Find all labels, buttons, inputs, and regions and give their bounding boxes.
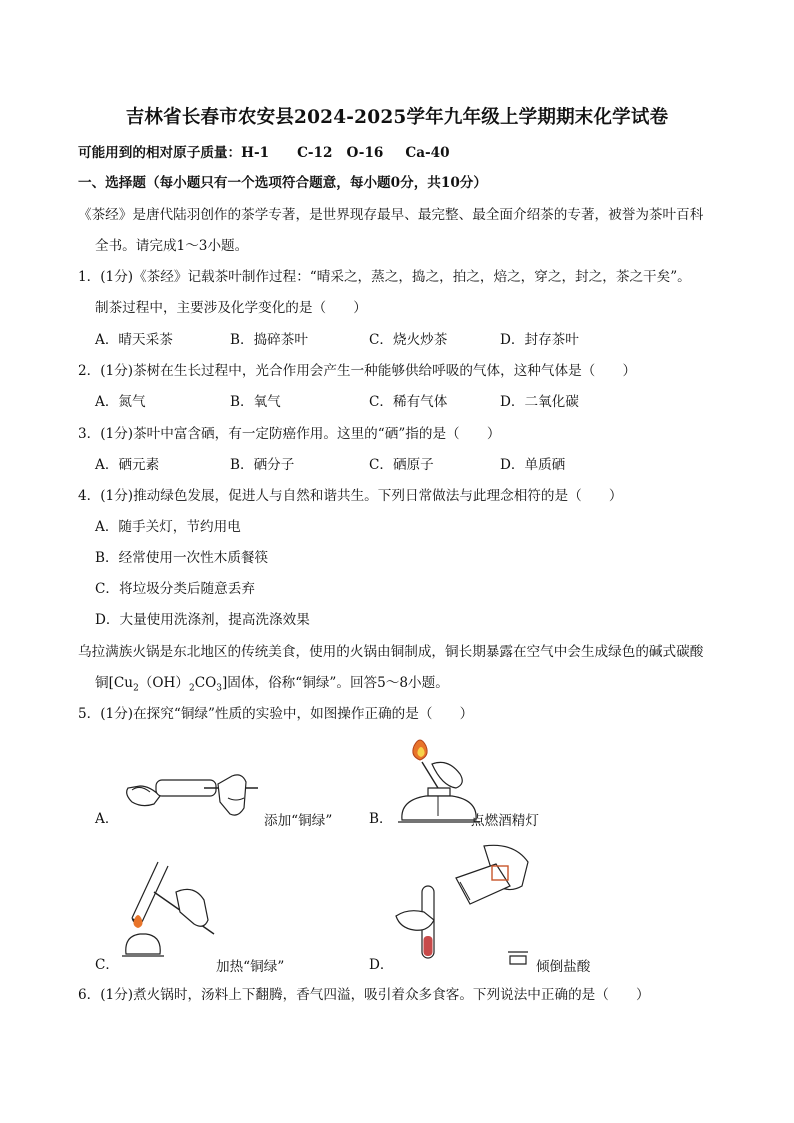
q4-stem: 4．(1分)推动绿色发展，促进人与自然和谐共生。下列日常做法与此理念相符的是（ ） (78, 488, 623, 504)
q2-option-b: B．氧气 (230, 394, 281, 410)
atomic-mass-label: 可能用到的相对原子质量： (78, 145, 242, 161)
formula-part-1: 铜[Cu (95, 675, 134, 691)
q5-option-a-label: A． (95, 811, 119, 827)
section-heading: 一、选择题（每小题只有一个选项符合题意，每小题0分，共10分） (78, 175, 487, 191)
intro2-line1: 乌拉满族火锅是东北地区的传统美食，使用的火锅由铜制成，铜长期暴露在空气中会生成绿色的碱式碳酸 (78, 644, 704, 660)
q2-option-a: A．氮气 (95, 394, 146, 410)
q1-option-a: A．晴天采茶 (95, 332, 173, 348)
q5-option-b-caption: 点燃酒精灯 (471, 813, 539, 829)
atomic-mass-line (78, 143, 450, 163)
formula-sub-1: 2 (133, 683, 139, 694)
q2-stem: 2．(1分)茶树在生长过程中，光合作用会产生一种能够供给呼吸的气体，这种气体是（ ） (78, 363, 637, 379)
formula-sub-2: 2 (188, 683, 195, 694)
formula-part-3: CO (194, 675, 217, 691)
intro2-line2 (95, 673, 449, 699)
formula-part-4: ]固体，俗称“铜绿”。回答5～8小题。 (222, 675, 449, 691)
heating-test-tube-illustration (118, 858, 218, 968)
q3-option-a: A．硒元素 (95, 457, 160, 473)
q4-option-d: D．大量使用洗涤剂，提高洗涤效果 (95, 612, 310, 628)
mass-h: H-1 (241, 145, 270, 161)
q1-option-c: C．烧火炒茶 (369, 332, 448, 348)
q3-option-c: C．硒原子 (369, 457, 434, 473)
q5-stem: 5．(1分)在探究“铜绿”性质的实验中，如图操作正确的是（ ） (78, 706, 474, 722)
formula-sub-3: 3 (216, 683, 222, 694)
intro1-line2: 全书。请完成1～3小题。 (95, 238, 249, 254)
q5-option-c-caption: 加热“铜绿” (216, 959, 285, 975)
q3-option-b: B．硒分子 (230, 457, 295, 473)
mass-o: O-16 (346, 145, 384, 161)
intro1-line1: 《茶经》是唐代陆羽创作的茶学专著，是世界现存最早、最完整、最全面介绍茶的专著，被誉为茶叶百科 (78, 207, 704, 223)
page-title: 吉林省长春市农安县2024-2025学年九年级上学期期末化学试卷 (125, 107, 669, 128)
pouring-acid-illustration (392, 840, 542, 970)
q1-option-d: D．封存茶叶 (500, 332, 579, 348)
q6-stem: 6．(1分)煮火锅时，汤料上下翻腾，香气四溢，吸引着众多食客。下列说法中正确的是（ ） (78, 987, 650, 1003)
formula-part-2: （OH） (138, 675, 189, 691)
q5-option-b-label: B． (369, 811, 393, 827)
q3-stem: 3．(1分)茶叶中富含硒，有一定防癌作用。这里的“硒”指的是（ ） (78, 426, 501, 442)
alcohol-lamp-illustration (392, 736, 482, 832)
mass-c: C-12 (297, 145, 333, 161)
q5-option-a-caption: 添加“铜绿” (264, 813, 333, 829)
q4-option-c: C．将垃圾分类后随意丢弃 (95, 581, 255, 597)
q5-option-d-caption: 倾倒盐酸 (536, 959, 591, 975)
q1-stem-line1: 1．(1分)《茶经》记载茶叶制作过程：“晴采之，蒸之，捣之，拍之，焙之，穿之，封之，茶之干矣”。 (78, 269, 691, 285)
q3-option-d: D．单质硒 (500, 457, 566, 473)
q5-option-d-label: D． (369, 957, 394, 973)
q1-stem-line2: 制茶过程中，主要涉及化学变化的是（ ） (95, 300, 367, 316)
q4-option-b: B．经常使用一次性木质餐筷 (95, 550, 269, 566)
q2-option-c: C．稀有气体 (369, 394, 448, 410)
q5-option-c-label: C． (95, 957, 119, 973)
adding-copper-green-illustration (118, 768, 268, 828)
q2-option-d: D．二氧化碳 (500, 394, 579, 410)
q4-option-a: A．随手关灯，节约用电 (95, 519, 241, 535)
q1-option-b: B．捣碎茶叶 (230, 332, 308, 348)
mass-ca: Ca-40 (405, 145, 450, 161)
